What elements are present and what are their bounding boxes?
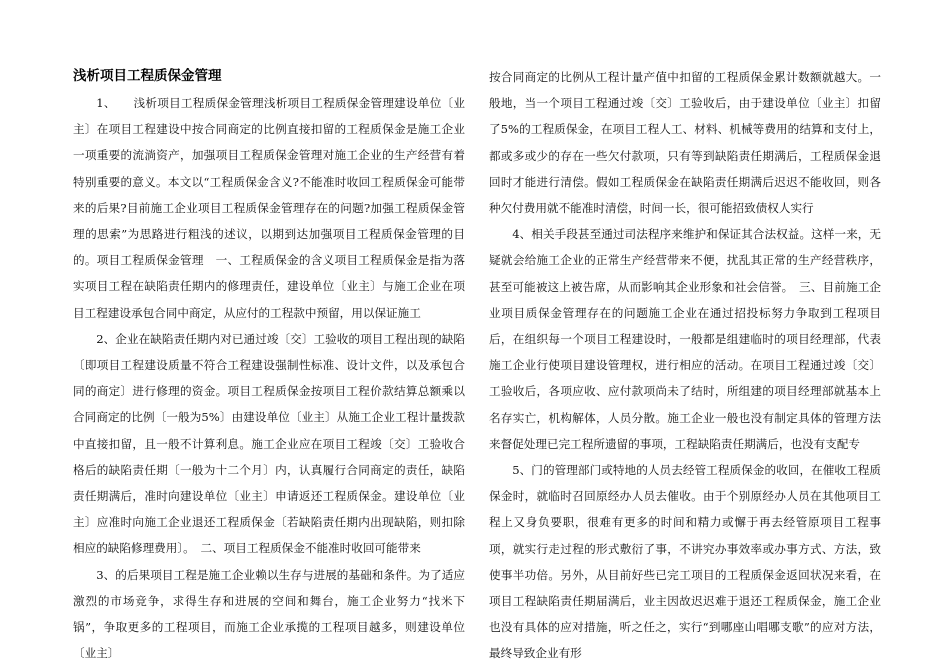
paragraph-2: 2、企业在缺陷责任期内对已通过竣〔交〕工验收的项目工程出现的缺陷〔即项目工程建设质量不符合工程建设强制性标准、设计文件，以及承包合同的商定〕进行修理的资金。项目工程质保金按项目工程价款结算总额乘以合同商定的比例〔一般为5%〕由建设单位〔业主〕从施工企业工程计量拨款中直接扣留，且一般不计算利息。施工企业应在项目工程竣〔交〕工验收合格后的缺陷责任期〔一般为十二个月〕内，认真履行合同商定的责任，缺陷责任期满后，准时向建设单位〔业主〕申请返还工程质保金。建设单位〔业主〕应准时向施工企业退还工程质保金〔若缺陷责任期内出现缺陷，则扣除相应的缺陷修理费用〕。 二、项目工程质保金不能准时收回可能带来 [73, 331, 465, 556]
left-column [73, 64, 465, 666]
paragraph-4: 4、相关手段甚至通过司法程序来维护和保证其合法权益。这样一来，无疑就会给施工企业的正常生产经营带来不便，扰乱其正常的生产经营秩序，甚至可能被这上被告席，从而影响其企业形象和社会信誉。 三、目前施工企业项目质保金管理存在的问题施工企业在通过招投标努力争取到工程项目后，在组织每一个项目工程建设时，一般都是组建临时的项目经理部，代表施工企业行使项目建设管理权，进行相应的活动。在项目工程通过竣〔交〕工验收后，各项应收、应付款项尚未了结时，所组建的项目经理部就基本上名存实亡，机构解体，人员分散。施工企业一般也没有制定具体的管理方法来督促处理已完工程所遗留的事项，工程缺陷责任期满后，也没有支配专 [489, 227, 881, 451]
document-title: 浅析项目工程质保金管理 [73, 68, 222, 84]
paragraph-3-continued: 按合同商定的比例从工程计量产值中扣留的工程质保金累计数额就越大。一般地，当一个项目工程通过竣〔交〕工验收后，由于建设单位〔业主〕扣留了5%的工程质保金，在项目工程人工、材料、机械等费用的结算和支付上，都或多或少的存在一些欠付款项，只有等到缺陷责任期满后，工程质保金退回时才能进行清偿。假如工程质保金在缺陷责任期满后迟迟不能收回，则各种欠付费用就不能准时清偿，时间一长，很可能招致债权人实行 [489, 70, 881, 216]
right-column [489, 64, 881, 667]
paragraph-5: 5、门的管理部门或特地的人员去经管工程质保金的收回，在催收工程质保金时，就临时召回原经办人员去催收。由于个别原经办人员在其他项目工程上又身负要职，很难有更多的时间和精力或懈于再去经管原项目工程事项，就实行走过程的形式敷衍了事，不讲究办事效率或办事方式、方法，致使事半功倍。另外，从目前好些已完工项目的工程质保金返回状况来看，在项目工程缺陷责任期届满后，业主因故迟迟难于退还工程质保金，施工企业也没有具体的应对措施，听之任之，实行“到哪座山唱哪支歌”的应对方法，最终导致企业有形 [489, 463, 881, 661]
paragraph-1: 1、 浅析项目工程质保金管理浅析项目工程质保金管理建设单位〔业主〕在项目工程建设中按合同商定的比例直接扣留的工程质保金是施工企业一项重要的流淌资产，加强项目工程质保金管理对施工企业的生产经营有着特别重要的意义。本文以“工程质保金含义?不能准时收回工程质保金可能带来的后果?目前施工企业项目工程质保金管理存在的问题?加强工程质保金管理的思索”为思路进行粗浅的述议，以期到达加强项目工程质保金管理的目的。项目工程质保金管理 一、工程质保金的含义项目工程质保金是指为落实项目工程在缺陷责任期内的修理责任，建设单位〔业主〕与施工企业在项目工程建设承包合同中商定，从应付的工程款中预留，用以保证施工 [73, 96, 465, 320]
paragraph-3: 3、的后果项目工程是施工企业赖以生存与进展的基础和条件。为了适应激烈的市场竞争，求得生存和进展的空间和舞台，施工企业努力“找米下锅”，争取更多的工程项目，而施工企业承揽的工程项目越多，则建设单位〔业主〕 [73, 567, 465, 661]
